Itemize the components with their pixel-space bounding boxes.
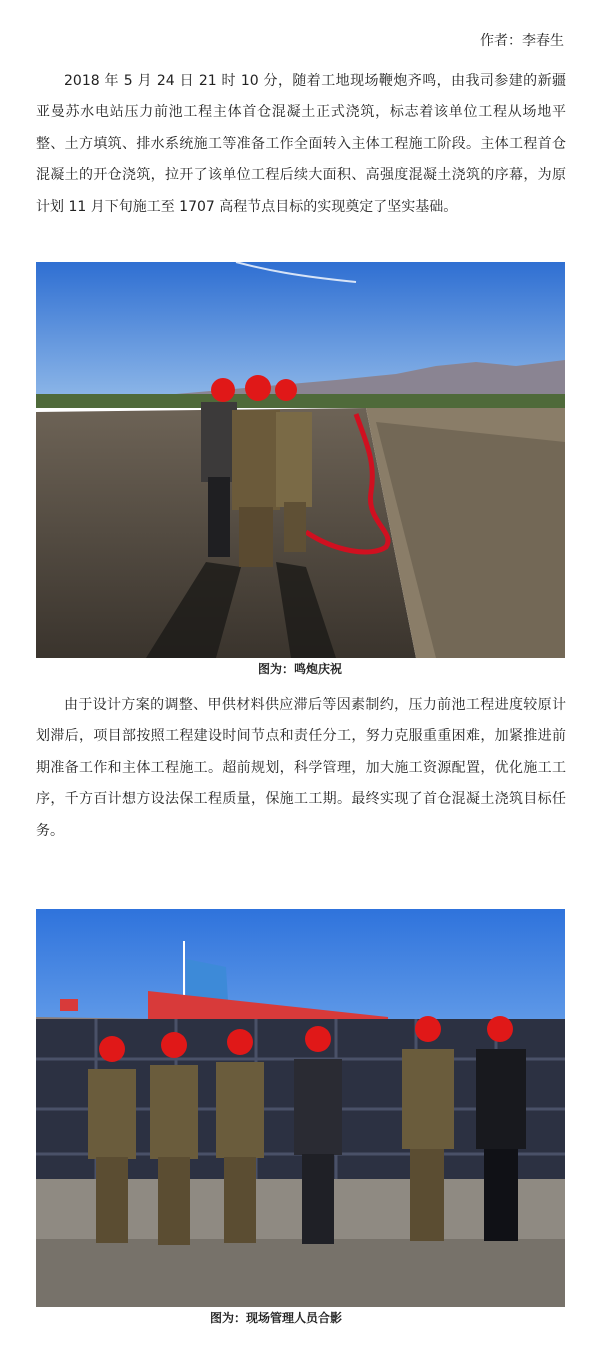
red-helmet [227,1029,253,1055]
red-helmet [415,1016,441,1042]
red-helmet [487,1016,513,1042]
photo-firecracker-celebration [36,262,565,658]
red-helmet [99,1036,125,1062]
article-paragraph-2: 由于设计方案的调整、甲供材料供应滞后等因素制约，压力前池工程进度较原计划滞后，项目部按照工程建设时间节点和责任分工，努力克服重重困难，加紧推进前期准备工作和主体工程施工。超前规划，科学管理，加大施工资源配置，优化施工工序，千方百计想方设法保工程质量，保施工工期。最终实现了首仓混凝土浇筑目标任务。 [36,697,566,839]
photo-caption-1: 图为：鸣炮庆祝 [257,662,342,676]
red-helmet [161,1032,187,1058]
author-line: 作者：李春生 [480,33,564,49]
photo-group-management [36,909,565,1307]
red-helmet [245,375,271,401]
small-flag [60,999,78,1011]
article-paragraph-1: 2018 年 5 月 24 日 21 时 10 分，随着工地现场鞭炮齐鸣，由我司参建的新疆亚曼苏水电站压力前池工程主体首仓混凝土正式浇筑，标志着该单位工程从场地平整、土方填筑、排水系统施工等准备工作全面转入主体工程施工阶段。主体工程首仓混凝土的开仓浇筑，拉开了该单位工程后续大面积、高强度混凝土浇筑的序幕，为原计划 11 月下旬施工至 1707 高程节点目标的实现奠定了坚实基础。 [36,73,566,215]
red-helmet [305,1026,331,1052]
red-helmet [275,379,297,401]
photo-caption-2: 图为：现场管理人员合影 [209,1311,342,1325]
photo-firecracker-scene [36,262,565,658]
red-helmet [211,378,235,402]
photo-group-scene [36,909,565,1307]
oasis-band [36,394,565,408]
gravel-ground-dark [36,1239,565,1307]
